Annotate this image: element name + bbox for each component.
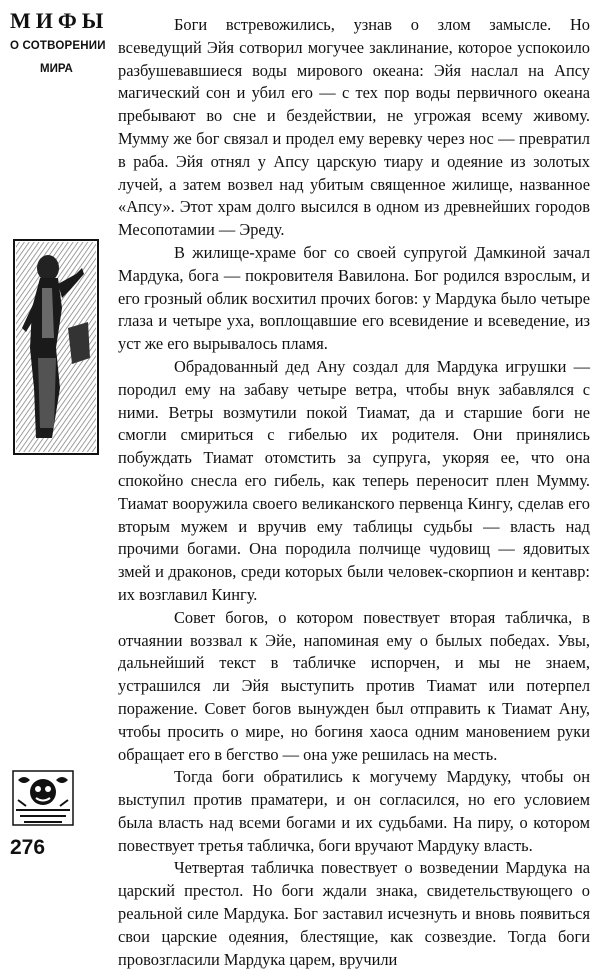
mesopotamian-relief-illustration — [12, 238, 100, 456]
body-text — [118, 14, 590, 971]
section-title: МИФЫ — [10, 8, 109, 33]
sidebar — [0, 0, 118, 872]
section-subtitle-line2: МИРА — [40, 63, 73, 75]
paragraph: Четвертая табличка повествует о возведении Мардука на царский престол. Но боги ждали знака, свидетельствующего о реальной силе Мардука. Бог заставил исчезнуть и вновь появиться свои царские одеяния, блестящие, как созвездие. Тогда боги провозгласили Мардука царем, вручили — [118, 858, 590, 969]
page-number: 276 — [10, 836, 46, 859]
paragraph: Боги встревожились, узнав о злом замысле. Но всеведущий Эйя сотворил могучее заклинание, которое успокоило разбушевавшиеся воды мирового океана: Эйя наслал на Апсу магический сон и убил его — с тех пор воды первичного океана пребывают во сне и бездействии, не угрожая всему живому. Мумму же бог связал и продел ему веревку через нос — превратил в раба. Эйя отнял у Апсу царскую тиару и одеяние из золотых лучей, а затем возвел над убитым священное жилище, названное «Апсу». Этот храм долго высился в одном из древнейших городов Месопотамии — Эреду. — [118, 15, 590, 240]
paragraph: Тогда боги обратились к могучему Мардуку, чтобы он выступил против праматери, и он согласился, но его условием была власть над всеми богами и их судьбами. На пиру, о котором повествует третья табличка, боги вручают Мардуку власть. — [118, 767, 590, 855]
paragraph: Обрадованный дед Ану создал для Мардука игрушки — породил ему на забаву четыре ветра, чтобы внук забавлялся с ними. Ветры возмутили покой Тиамат, да и старшие боги не смогли смириться с гибелью их родителя. Они принялись побуждать Тиамат отомстить за супруга, укоряя ее, что она спокойно снесла его гибель, как теперь переносит плен Мумму. Тиамат вооружила своего великанского первенца Кингу, сделав его вторым мужем и вручив ему таблицы судьбы — власть над прочими богами. Она породила полчище чудовищ — ядовитых змей и драконов, среди которых были человек-скорпион и кентавр: их возглавил Кингу. — [118, 356, 590, 604]
paragraph: Совет богов, о котором повествует вторая табличка, в отчаянии воззвал к Эйе, напоминая ему о былых победах. Увы, дальнейший текст в табличке испорчен, и мы не знаем, устрашился ли Эйя выступить против Тиамат или потерпел поражение. Совет богов вынужден был отправить к Тиамат Ану, чтобы просить о мире, но богиня хаоса одним мановением руки обращает его в бегство — она уже решилась на месть. — [118, 607, 590, 764]
section-subtitle-line1: О СОТВОРЕНИИ — [10, 40, 106, 52]
ornament-illustration — [12, 770, 74, 826]
paragraph: В жилище-храме бог со своей супругой Дамкиной зачал Мардука, бога — покровителя Вавилона. Бог родился взрослым, и его грозный облик восхитил прочих богов: у Мардука было четыре глаза и четыре уха, воплощавшие его всевидение и всеведение, из уст же его вырывалось пламя. — [118, 242, 590, 354]
